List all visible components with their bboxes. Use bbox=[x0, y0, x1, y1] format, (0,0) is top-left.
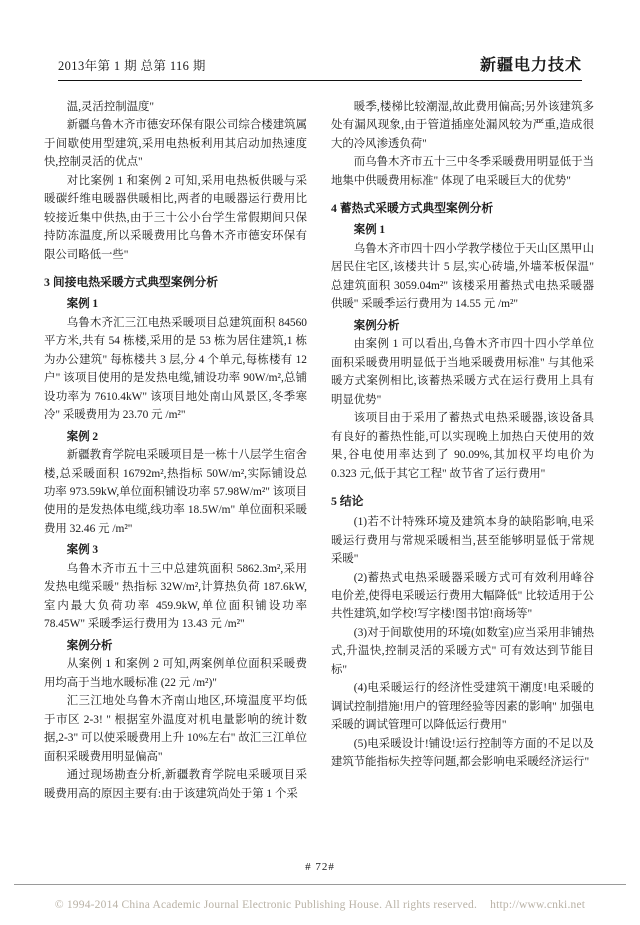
page-columns bbox=[44, 98, 596, 803]
body-paragraph: (3)对于间歇使用的环境(如数室)应当采用非铺热式,升温快,控制灵活的采暖方式" 可有效达到节能目标" bbox=[331, 626, 594, 676]
body-paragraph: 该项目由于采用了蓄热式电热采暖器,该设备具有良好的蓄热性能,可以实现晚上加热白天使用的效果,谷电使用率达到了 90.09%,其加权平均电价为 0.323 元,低于其它工程" 故节省了运行费用" bbox=[331, 412, 594, 480]
body-paragraph: (1)若不计特殊环境及建筑本身的缺陷影响,电采暖运行费用与常规采暖相当,甚至能够明显低于常规采暖" bbox=[331, 516, 594, 566]
case-heading: 案例 2 bbox=[66, 430, 99, 443]
footer-divider bbox=[14, 884, 626, 885]
page-header bbox=[44, 56, 596, 84]
body-paragraph: (2)蓄热式电热采暖器采暖方式可有效利用峰谷电价差,使得电采暖运行费用大幅降低" 比较适用于公共性建筑,如学校!写字楼!图书馆!商场等" bbox=[331, 571, 594, 621]
body-paragraph: 新疆教育学院电采暖项目是一栋十八层学生宿舍楼,总采暖面积 16792m²,热指标 50W/m²,实际铺设总功率 973.59kW,单位面积铺设功率 57.98W/m²" 该项目使用的是发热体电缆,线功率 18.5W/m" 单位面积采暖费用 32.46 元 /m²" bbox=[44, 449, 307, 535]
body-paragraph: 乌鲁木齐汇三江电热采暖项目总建筑面积 84560 平方米,共有 54 栋楼,采用的是 53 栋为居住建筑,1 栋为办公建筑" 每栋楼共 3 层,分 4 个单元,每栋楼有 12 户" 该项目使用的是发热电缆,铺设功率 90W/m²,总铺设功率为 7610.4kW" 该项目地处南山风景区,冬季寒冷" 采暖费用为 23.70 元 /m²" bbox=[44, 316, 307, 422]
case-heading: 案例 1 bbox=[353, 224, 386, 237]
page-number: # 72# bbox=[305, 861, 335, 873]
section-heading: 4 蓄热式采暖方式典型案例分析 bbox=[331, 201, 494, 216]
journal-issue: 2013年第 1 期 总第 116 期 bbox=[58, 59, 206, 73]
header-divider bbox=[58, 80, 582, 81]
body-paragraph: 由案例 1 可以看出,乌鲁木齐市四十四小学单位面积采暖费用明显低于当地采暖费用标准" 与其他采暖方式案例相比,该蓄热采暖方式在运行费用上具有明显优势" bbox=[331, 338, 594, 406]
section-heading: 5 结论 bbox=[331, 494, 364, 509]
case-heading: 案例 3 bbox=[66, 544, 99, 557]
body-paragraph: 新疆乌鲁木齐市德安环保有限公司综合楼建筑属于间歇使用型建筑,采用电热板利用其启动加热速度快,控制灵活的优点" bbox=[44, 119, 307, 169]
body-paragraph: 而乌鲁木齐市五十三中冬季采暖费用明显低于当地集中供暖费用标准" 体现了电采暖巨大的优势" bbox=[331, 156, 594, 187]
case-heading: 案例 1 bbox=[66, 298, 99, 311]
case-heading: 案例分析 bbox=[66, 639, 113, 652]
case-heading: 案例分析 bbox=[353, 319, 400, 332]
body-paragraph: 对比案例 1 和案例 2 可知,采用电热板供暖与采暖碳纤维电暖器供暖相比,两者的电暖器运行费用比较接近集中供热,由于三十公小台学生常假期间只保持防冻温度,所以采暖费用比乌鲁木齐市德安环保有限公司略低一些" bbox=[44, 174, 307, 261]
left-column bbox=[44, 98, 307, 803]
body-paragraph: 乌鲁木齐市五十三中总建筑面积 5862.3m²,采用发热电缆采暖" 热指标 32W/m²,计算热负荷 187.6kW,室内最大负荷功率 459.9kW,单位面积铺设功率 78.45W" 采暖季运行费用为 13.43 元 /m²" bbox=[44, 562, 307, 631]
body-paragraph: 通过现场勘查分析,新疆教育学院电采暖项目采暖费用高的原因主要有:由于该建筑尚处于第 1 个采 bbox=[44, 769, 307, 800]
document-page bbox=[0, 56, 640, 925]
right-column bbox=[331, 98, 594, 803]
cnki-url: http://www.cnki.net bbox=[490, 899, 586, 911]
body-paragraph: 从案例 1 和案例 2 可知,两案例单位面积采暖费用均高于当地水暖标准 (22 元 /m²)" bbox=[44, 658, 307, 689]
journal-title: 新疆电力技术 bbox=[479, 57, 582, 74]
copyright-notice bbox=[0, 899, 640, 911]
copyright-text: © 1994-2014 China Academic Journal Electronic Publishing House. All rights reserved. bbox=[54, 899, 478, 911]
body-paragraph: (4)电采暖运行的经济性受建筑干潮度!电采暖的调试控制措施!用户的管理经验等因素的影响" 加强电采暖的调试管理可以降低运行费用" bbox=[331, 682, 594, 732]
body-paragraph: 暖季,楼梯比较潮湿,故此费用偏高;另外该建筑多处有漏风现象,由于管道插座处漏风较为严重,造成很大的冷风渗透负荷" bbox=[331, 101, 594, 150]
body-paragraph: 汇三江地处乌鲁木齐南山地区,环境温度平均低于市区 2-3! " 根据室外温度对机电量影响的统计数据,2-3" 可以使采暖费用上升 10%左右" 故汇三江单位面积采暖费用明显偏高" bbox=[44, 695, 307, 763]
body-paragraph: (5)电采暖设计!铺设!运行控制等方面的不足以及建筑节能指标失控等问题,都会影响电采暖经济运行" bbox=[331, 737, 594, 769]
body-paragraph: 温,灵活控制温度" bbox=[66, 101, 155, 113]
section-heading: 3 间接电热采暖方式典型案例分析 bbox=[44, 275, 219, 290]
body-paragraph: 乌鲁木齐市四十四小学教学楼位于天山区黑甲山居民住宅区,该楼共计 5 层,实心砖墙,外墙苯板保温" 总建筑面积 3059.04m²" 该楼采用蓄热式电热采暖器供暖" 采暖季运行费用为 14.55 元 /m²" bbox=[331, 242, 594, 311]
